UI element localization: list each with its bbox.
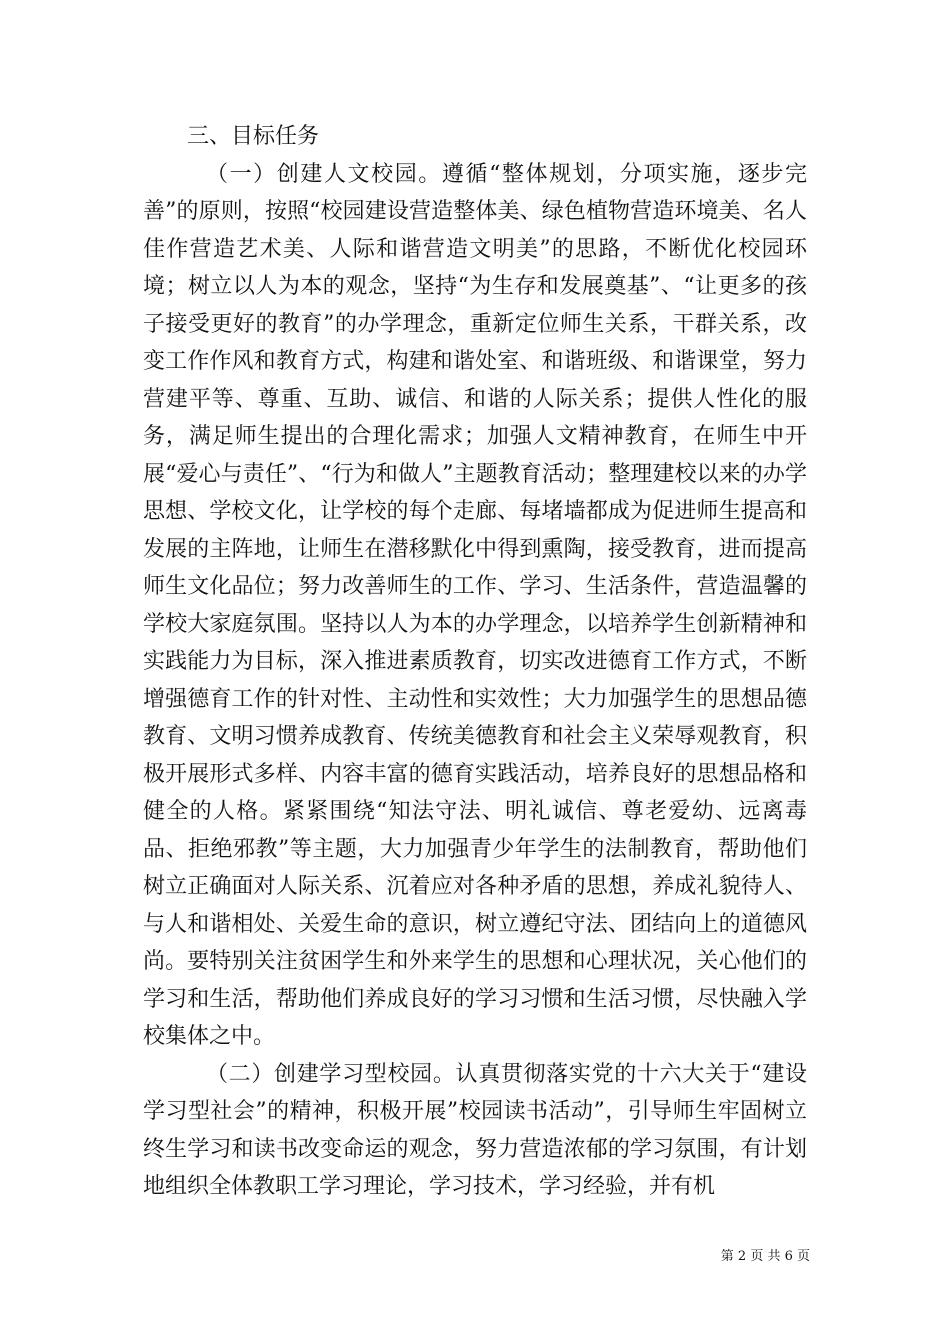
paragraph-2: （二）创建学习型校园。认真贯彻落实党的十六大关于“建设学习型社会”的精神，积极开展”校园读书活动”，引导师生牢固树立终生学习和读书改变命运的观念，努力营造浓郁的学习氛围，有计划地组织全体教职工学习理论，学习技术，学习经验，并有机 <box>143 1061 807 1199</box>
document-body <box>143 118 807 1206</box>
section-heading: 三、目标任务 <box>187 124 320 149</box>
page-number: 第 2 页 共 6 页 <box>720 1249 810 1264</box>
paragraph-1: （一）创建人文校园。遵循“整体规划，分项实施，逐步完善”的原则，按照“校园建设营造整体美、绿色植物营造环境美、名人佳作营造艺术美、人际和谐营造文明美”的思路，不断优化校园环境；树立以人为本的观念，坚持“为生存和发展奠基”、“让更多的孩子接受更好的教育”的办学理念，重新定位师生关系，干群关系，改变工作作风和教育方式，构建和谐处室、和谐班级、和谐课堂，努力营建平等、尊重、互助、诚信、和谐的人际关系；提供人性化的服务，满足师生提出的合理化需求；加强人文精神教育，在师生中开展“爱心与责任”、“行为和做人”主题教育活动；整理建校以来的办学思想、学校文化，让学校的每个走廊、每堵墙都成为促进师生提高和发展的主阵地，让师生在潜移默化中得到熏陶，接受教育，进而提高师生文化品位；努力改善师生的工作、学习、生活条件，营造温馨的学校大家庭氛围。坚持以人为本的办学理念，以培养学生创新精神和实践能力为目标，深入推进素质教育，切实改进德育工作方式，不断增强德育工作的针对性、主动性和实效性；大力加强学生的思想品德教育、文明习惯养成教育、传统美德教育和社会主义荣辱观教育，积极开展形式多样、内容丰富的德育实践活动，培养良好的思想品格和健全的人格。紧紧围绕“知法守法、明礼诚信、尊老爱幼、远离毒品、拒绝邪教”等主题，大力加强青少年学生的法制教育，帮助他们树立正确面对人际关系、沉着应对各种矛盾的思想，养成礼貌待人、与人和谐相处、关爱生命的意识，树立遵纪守法、团结向上的道德风尚。要特别关注贫困学生和外来学生的思想和心理状况，关心他们的学习和生活，帮助他们养成良好的学习习惯和生活习惯，尽快融入学校集体之中。 <box>143 161 807 1049</box>
